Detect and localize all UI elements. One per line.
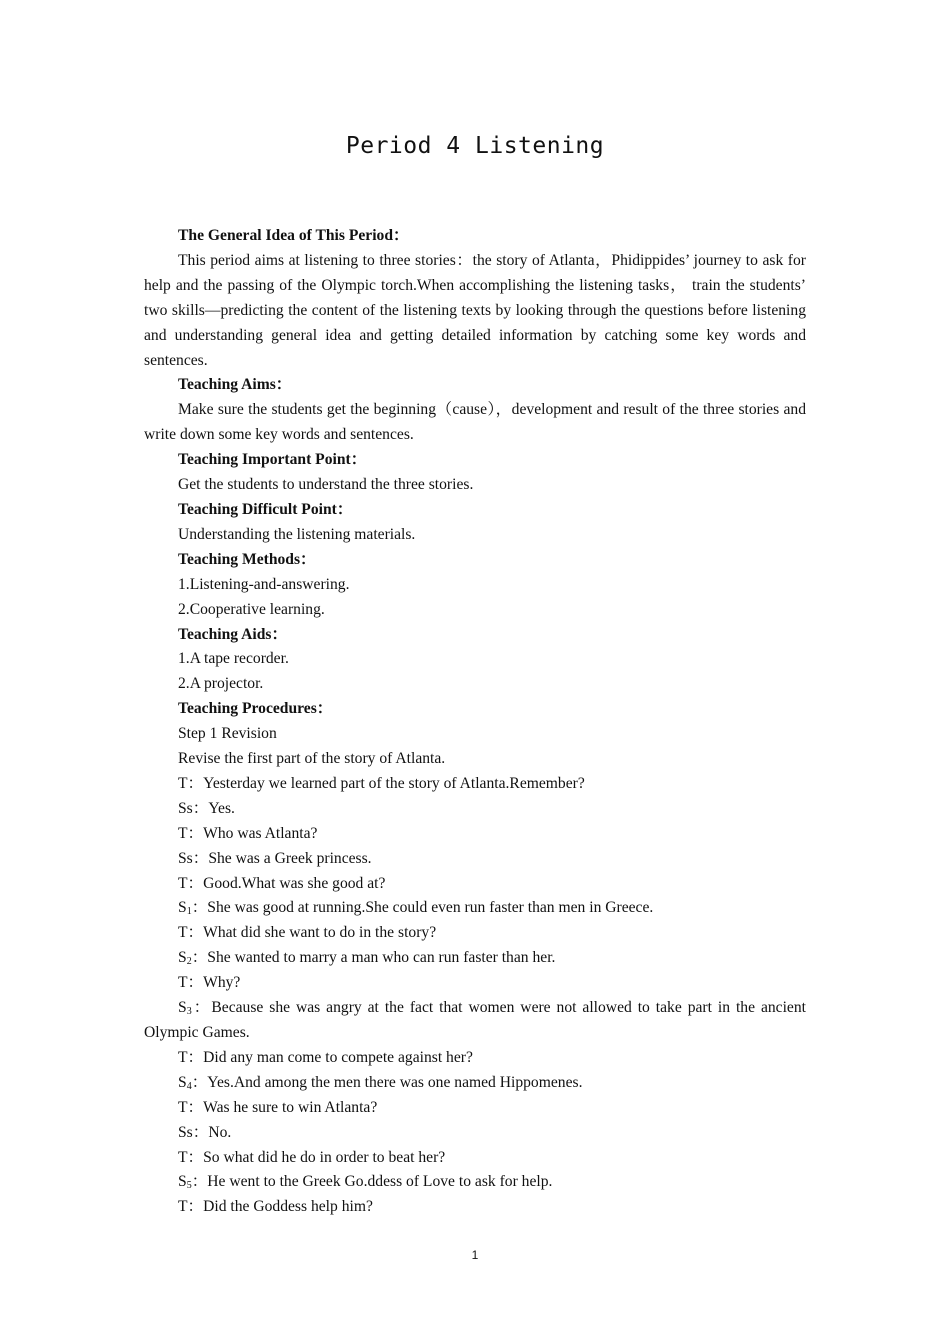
paragraph: T：Why? (178, 974, 241, 992)
speaker-number: 3 (186, 1006, 192, 1018)
dialogue-line (144, 996, 806, 1046)
speaker-label: S (178, 899, 187, 917)
paragraph: T：Was he sure to win Atlanta? (178, 1098, 378, 1116)
paragraph: This period aims at listening to three stories：the story of Atlanta，Phidippides’ journey to ask for help and the passing of the Olympic torch.When accomplishing the listening tasks， train the students’ two skills—predicting the content of the listening texts by looking through the questions before listening and understanding general idea and getting detailed information by catching some key words and sentences. (144, 251, 806, 369)
page-title: Period 4 Listening (345, 133, 605, 159)
paragraph: T：Yesterday we learned part of the story of Atlanta.Remember? (178, 774, 585, 792)
paragraph: 2.Cooperative learning. (178, 600, 325, 618)
section-heading: Teaching Methods： (178, 550, 316, 568)
paragraph: Ss：No. (178, 1123, 232, 1141)
paragraph: Ss：Yes. (178, 799, 235, 817)
paragraph: T：Who was Atlanta? (178, 824, 318, 842)
speaker-number: 1 (186, 906, 192, 918)
section-heading: Teaching Difficult Point： (178, 500, 353, 518)
paragraph: Step 1 Revision (178, 725, 277, 743)
dialogue-line (144, 896, 806, 921)
paragraph: 1.Listening-and-answering. (178, 575, 350, 593)
dialogue-text: ：She wanted to marry a man who can run faster than her. (191, 949, 556, 967)
dialogue-line (144, 1170, 806, 1195)
section-heading: The General Idea of This Period： (178, 227, 409, 244)
paragraph: 2.A projector. (178, 675, 264, 693)
paragraph: Ss：She was a Greek princess. (178, 849, 372, 867)
dialogue-text: ：He went to the Greek Go.ddess of Love to ask for help. (191, 1173, 553, 1191)
document-body (144, 224, 806, 1220)
section-heading: Teaching Important Point： (178, 451, 367, 469)
page-number: 1 (471, 1248, 479, 1262)
speaker-number: 4 (186, 1080, 192, 1092)
paragraph: 1.A tape recorder. (178, 650, 289, 668)
paragraph: Revise the first part of the story of Atlanta. (178, 750, 446, 768)
dialogue-line (144, 1071, 806, 1096)
dialogue-text: ：She was good at running.She could even run faster than men in Greece. (191, 899, 654, 917)
section-heading: Teaching Aims： (178, 376, 292, 394)
dialogue-line (144, 946, 806, 971)
dialogue-text: ：Because she was angry at the fact that women were not allowed to take part in the ancient Olympic Games. (144, 999, 806, 1041)
speaker-number: 2 (186, 956, 192, 968)
section-heading: Teaching Procedures： (178, 700, 333, 718)
speaker-label: S (178, 999, 187, 1017)
section-heading: Teaching Aids： (178, 625, 288, 643)
dialogue-text: ：Yes.And among the men there was one named Hippomenes. (191, 1073, 583, 1091)
paragraph: Get the students to understand the three stories. (178, 476, 474, 494)
paragraph: T：Did any man come to compete against her? (178, 1048, 473, 1066)
speaker-number: 5 (186, 1180, 192, 1192)
paragraph: T：What did she want to do in the story? (178, 924, 437, 942)
speaker-label: S (178, 949, 187, 967)
paragraph: T：Good.What was she good at? (178, 874, 386, 892)
speaker-label: S (178, 1073, 187, 1091)
speaker-label: S (178, 1173, 187, 1191)
paragraph: Make sure the students get the beginning（cause），development and result of the three stories and write down some key words and sentences. (144, 401, 806, 444)
paragraph: T：So what did he do in order to beat her? (178, 1148, 446, 1166)
paragraph: T：Did the Goddess help him? (178, 1198, 373, 1216)
paragraph: Understanding the listening materials. (178, 525, 416, 543)
